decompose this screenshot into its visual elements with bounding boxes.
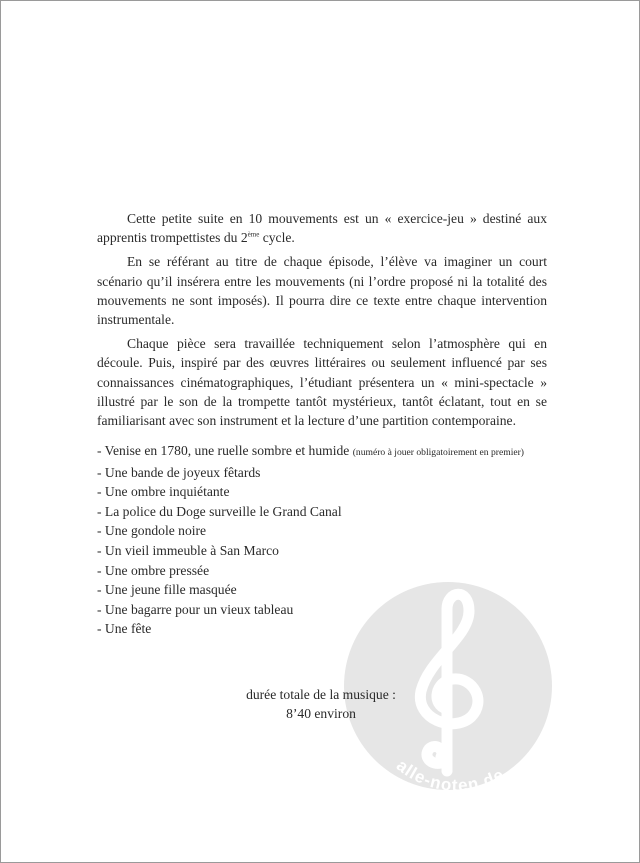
list-item-note: (numéro à jouer obligatoirement en premier) bbox=[352, 447, 525, 458]
duration-label: durée totale de la musique : bbox=[246, 687, 396, 702]
list-item: - Un vieil immeuble à San Marco bbox=[97, 542, 279, 558]
list-item: - Une fête bbox=[97, 621, 152, 637]
intro-text bbox=[97, 209, 547, 435]
movements-list bbox=[97, 441, 567, 639]
intro-paragraph-1-end: cycle. bbox=[259, 230, 295, 246]
list-item: - Une ombre pressée bbox=[97, 562, 210, 578]
duration-block bbox=[201, 685, 441, 723]
list-item: - Une ombre inquiétante bbox=[97, 484, 230, 500]
list-item: - Une bagarre pour un vieux tableau bbox=[97, 601, 294, 617]
list-item: - La police du Doge surveille le Grand Canal bbox=[97, 503, 342, 519]
intro-paragraph-3: Chaque pièce sera travaillée techniquement selon l’atmosphère qui en découle. Puis, inspiré par des œuvres littéraires ou seulement influencé par ses connaissances cinématographiques, l’étudiant présentera un « mini-spectacle » illustré par le son de la trompette tantôt mystérieux, tantôt éclatant, tout en se familiarisant avec son instrument et la lecture d’une partition contemporaine. bbox=[97, 336, 547, 429]
list-item: - Une jeune fille masquée bbox=[97, 582, 237, 598]
duration-value: 8’40 environ bbox=[286, 706, 356, 721]
intro-paragraph-1-text: Cette petite suite en 10 mouvements est un « exercice-jeu » destiné aux apprentis trompettistes du 2 bbox=[97, 211, 547, 246]
ordinal-superscript: ème bbox=[247, 230, 260, 239]
list-item: - Une gondole noire bbox=[97, 523, 207, 539]
watermark-text: alle-noten.de bbox=[392, 755, 508, 791]
list-item: - Venise en 1780, une ruelle sombre et humide (numéro à jouer obligatoirement en premier) bbox=[97, 443, 525, 458]
intro-paragraph-2: En se référant au titre de chaque épisode, l’élève va imaginer un court scénario qu’il insérera entre les mouvements (ni l’ordre proposé ni la totalité des mouvements ne sont imposés). Il pourra dire ce texte entre chaque intervention instrumentale. bbox=[97, 254, 547, 328]
intro-paragraph-1 bbox=[97, 209, 547, 247]
list-item: - Une bande de joyeux fêtards bbox=[97, 464, 261, 480]
